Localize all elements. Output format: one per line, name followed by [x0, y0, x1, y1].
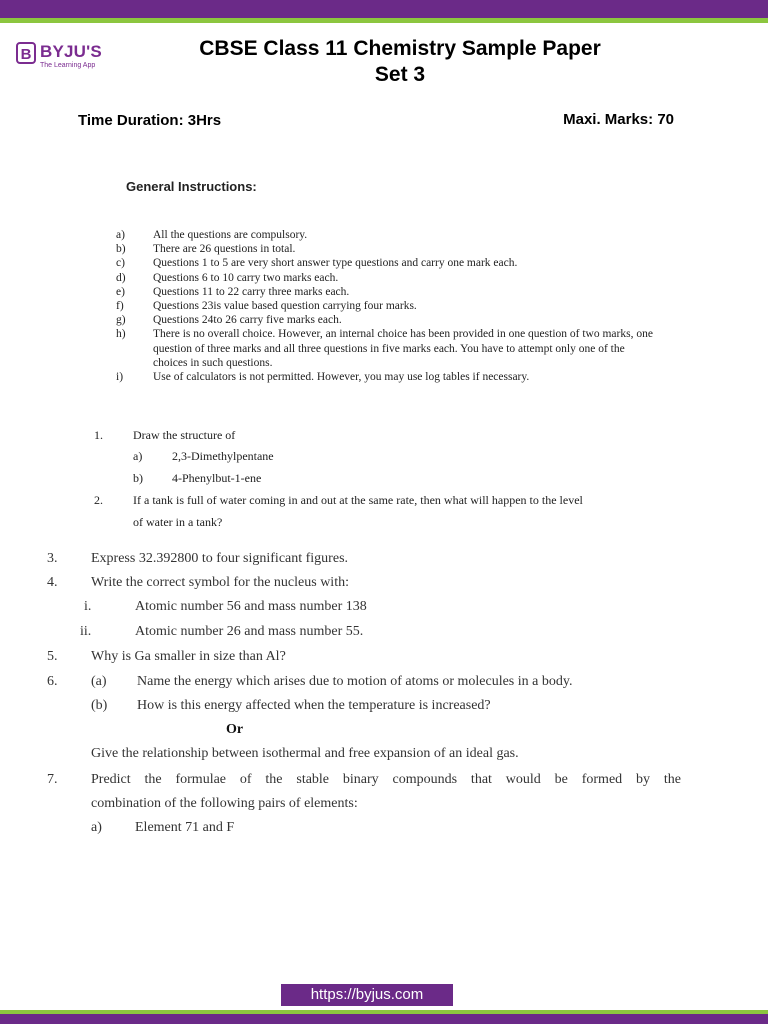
instruction-text: Questions 11 to 22 carry three marks each. — [153, 285, 350, 298]
q1-a-label: a) — [133, 449, 143, 463]
instruction-item — [116, 299, 656, 313]
instruction-letter: g) — [116, 314, 126, 327]
instruction-text: Use of calculators is not permitted. However, you may use log tables if necessary. — [153, 371, 530, 384]
top-border — [0, 0, 768, 24]
q6-alt-text: Give the relationship between isothermal and free expansion of an ideal gas. — [91, 746, 519, 761]
instruction-item — [116, 313, 656, 327]
q3-number: 3. — [47, 551, 58, 566]
instructions-list — [116, 228, 656, 384]
q1-number: 1. — [94, 428, 103, 442]
instruction-text: Questions 6 to 10 carry two marks each. — [153, 271, 339, 284]
instruction-text: There is no overall choice. However, an internal choice has been provided in one question of two marks, one question of three marks and all three questions in five marks each. You have to attempt only one of the choices in such questions. — [153, 328, 653, 369]
instruction-item — [116, 256, 656, 270]
q6-b-text: How is this energy affected when the temperature is increased? — [137, 698, 491, 713]
instruction-letter: h) — [116, 328, 126, 341]
instruction-item — [116, 285, 656, 299]
q4-ii-label: ii. — [80, 624, 92, 639]
q1-text: Draw the structure of — [133, 428, 236, 442]
max-marks: Maxi. Marks: 70 — [563, 111, 674, 128]
q7-a-text: Element 71 and F — [135, 820, 235, 835]
instruction-item — [116, 327, 656, 370]
q4-i-label: i. — [84, 599, 92, 614]
instruction-item — [116, 242, 656, 256]
instruction-item — [116, 228, 656, 242]
instruction-text: All the questions are compulsory. — [153, 229, 308, 241]
instruction-letter: c) — [116, 257, 125, 270]
instruction-letter: e) — [116, 285, 125, 298]
instruction-letter: a) — [116, 229, 125, 241]
q6-or: Or — [226, 722, 244, 737]
instruction-text: Questions 24to 26 carry five marks each. — [153, 314, 342, 327]
footer-url-link[interactable]: https://byjus.com — [281, 984, 453, 1006]
instruction-item — [116, 370, 656, 384]
q6-a-label: (a) — [91, 674, 107, 689]
instruction-letter: i) — [116, 371, 124, 384]
title-line-2: Set 3 — [374, 63, 426, 86]
q7-number: 7. — [47, 772, 58, 787]
q4-ii-text: Atomic number 26 and mass number 55. — [135, 624, 364, 639]
q6-a-text: Name the energy which arises due to motion of atoms or molecules in a body. — [137, 674, 573, 689]
instruction-text: Questions 1 to 5 are very short answer type questions and carry one mark each. — [153, 257, 518, 270]
page-title — [130, 36, 670, 88]
time-duration: Time Duration: 3Hrs — [78, 112, 222, 129]
q7-line2: combination of the following pairs of elements: — [91, 796, 358, 811]
top-border-purple — [0, 0, 768, 18]
instruction-text: Questions 23is value based question carrying four marks. — [153, 300, 417, 313]
q4-i-text: Atomic number 56 and mass number 138 — [135, 599, 367, 614]
q2-line1: If a tank is full of water coming in and out at the same rate, then what will happen to the level — [133, 493, 583, 507]
instruction-letter: d) — [116, 271, 126, 284]
bottom-border — [0, 1010, 768, 1024]
logo-name: BYJU'S — [40, 42, 102, 61]
q2-line2: of water in a tank? — [133, 515, 223, 529]
q6-number: 6. — [47, 674, 58, 689]
q7-line1: Predict the formulae of the stable binary compounds that would be formed by the — [91, 772, 681, 787]
q4-text: Write the correct symbol for the nucleus with: — [91, 575, 349, 590]
top-border-green — [0, 18, 768, 23]
logo-tagline: The Learning App — [40, 62, 96, 69]
q7-a-label: a) — [91, 820, 102, 835]
instruction-letter: f) — [116, 300, 124, 313]
general-instructions-heading: General Instructions: — [126, 179, 257, 194]
instruction-letter: b) — [116, 243, 126, 256]
instruction-item — [116, 271, 656, 285]
bottom-border-purple — [0, 1014, 768, 1024]
title-line-1: CBSE Class 11 Chemistry Sample Paper — [199, 37, 601, 60]
q4-number: 4. — [47, 575, 58, 590]
q3-text: Express 32.392800 to four significant figures. — [91, 551, 349, 566]
q1-a-text: 2,3-Dimethylpentane — [172, 449, 274, 463]
q1-b-text: 4-Phenylbut-1-ene — [172, 471, 262, 485]
byjus-logo — [16, 40, 112, 74]
q1-b-label: b) — [133, 471, 143, 485]
q5-number: 5. — [47, 649, 58, 664]
q6-b-label: (b) — [91, 698, 108, 713]
logo-b-icon: B — [16, 42, 36, 64]
instruction-text: There are 26 questions in total. — [153, 243, 296, 256]
q2-number: 2. — [94, 493, 103, 507]
q5-text: Why is Ga smaller in size than Al? — [91, 649, 286, 664]
